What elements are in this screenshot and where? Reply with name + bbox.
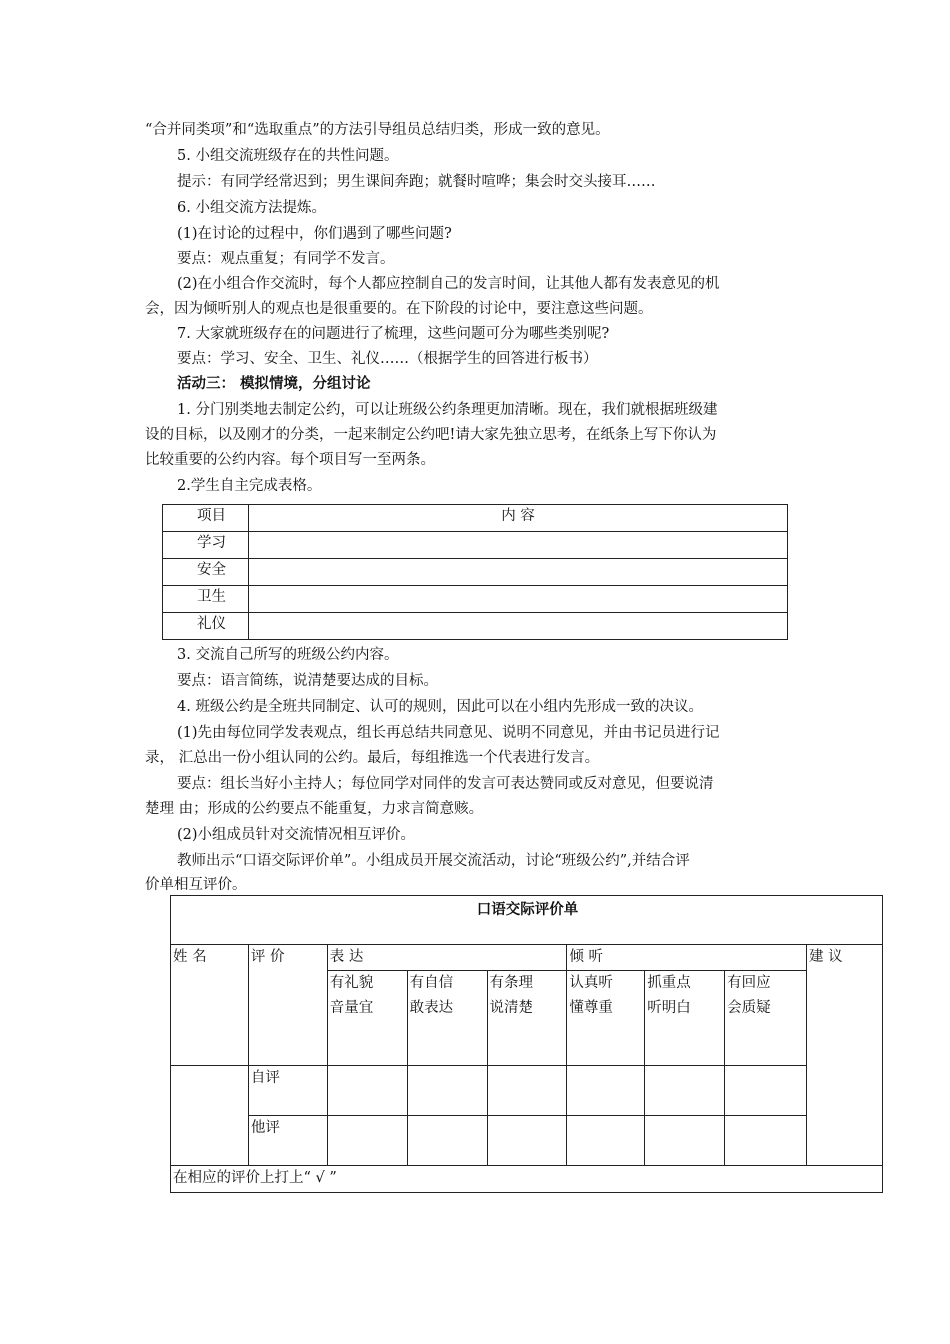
section-heading: 活动三： 模拟情境，分组讨论 <box>177 376 371 392</box>
eval-cell <box>725 1116 807 1166</box>
text-line: 要点：学习、安全、卫生、礼仪……（根据学生的回答进行板书） <box>177 351 598 367</box>
text-line: “合并同类项”和“选取重点”的方法引导组员总结归类，形成一致的意见。 <box>145 122 610 138</box>
table-row-label: 礼仪 <box>163 613 249 640</box>
eval-cell <box>407 1066 487 1116</box>
text-line: 会，因为倾听别人的观点也是很重要的。在下阶段的讨论中，要注意这些问题。 <box>145 301 653 317</box>
text-line: 5. 小组交流班级存在的共性问题。 <box>177 148 399 164</box>
eval-listen-header: 倾 听 <box>567 945 807 971</box>
text-line: 4. 班级公约是全班共同制定、认可的规则，因此可以在小组内先形成一致的决议。 <box>177 699 703 715</box>
eval-cell <box>327 1116 407 1166</box>
table-header-item: 项目 <box>163 505 249 532</box>
text-line: 1. 分门别类地去制定公约，可以让班级公约条理更加清晰。现在，我们就根据班级建 <box>177 402 718 418</box>
table-cell <box>249 532 788 559</box>
eval-note: 在相应的评价上打上“ √ ” <box>171 1166 883 1193</box>
text-line: 价单相互评价。 <box>145 877 247 893</box>
eval-cell <box>567 1066 645 1116</box>
eval-cell <box>645 1116 725 1166</box>
eval-other-label: 他评 <box>248 1116 327 1166</box>
text-line: 要点：观点重复；有同学不发言。 <box>177 251 395 267</box>
eval-criterion: 认真听 懂尊重 <box>567 971 645 1066</box>
eval-self-label: 自评 <box>248 1066 327 1116</box>
table-cell <box>249 559 788 586</box>
eval-eval-header: 评 价 <box>248 945 327 1066</box>
eval-cell <box>645 1066 725 1116</box>
text-line: (1)先由每位同学发表观点，组长再总结共同意见、说明不同意见，并由书记员进行记 <box>177 725 720 741</box>
convention-table <box>162 504 788 640</box>
text-line: 3. 交流自己所写的班级公约内容。 <box>177 647 399 663</box>
eval-criterion: 抓重点 听明白 <box>645 971 725 1066</box>
text-line: (2)在小组合作交流时，每个人都应控制自己的发言时间，让其他人都有发表意见的机 <box>177 276 720 292</box>
eval-name-header: 姓 名 <box>171 945 249 1066</box>
eval-suggest-header: 建 议 <box>807 945 883 1166</box>
eval-cell <box>725 1066 807 1116</box>
eval-table-title: 口语交际评价单 <box>171 896 883 945</box>
text-line: 提示：有同学经常迟到；男生课间奔跑；就餐时喧哗；集会时交头接耳…… <box>177 174 656 190</box>
text-line: 教师出示“口语交际评价单”。小组成员开展交流活动，讨论“班级公约”,并结合评 <box>177 853 690 869</box>
table-row-label: 安全 <box>163 559 249 586</box>
eval-criterion: 有回应 会质疑 <box>725 971 807 1066</box>
text-line: (1)在讨论的过程中，你们遇到了哪些问题? <box>177 226 452 242</box>
table-cell <box>249 613 788 640</box>
eval-cell <box>487 1116 567 1166</box>
evaluation-table <box>170 895 883 1193</box>
text-line: (2)小组成员针对交流情况相互评价。 <box>177 827 416 843</box>
eval-express-header: 表 达 <box>327 945 567 971</box>
text-line: 6. 小组交流方法提炼。 <box>177 200 326 216</box>
eval-criterion: 有条理 说清楚 <box>487 971 567 1066</box>
table-row-label: 学习 <box>163 532 249 559</box>
eval-cell <box>487 1066 567 1116</box>
table-header-content: 内 容 <box>249 505 788 532</box>
text-line: 2.学生自主完成表格。 <box>177 478 322 494</box>
text-line: 要点：组长当好小主持人；每位同学对同伴的发言可表达赞同或反对意见，但要说清 <box>177 776 714 792</box>
eval-cell <box>407 1116 487 1166</box>
eval-cell <box>327 1066 407 1116</box>
table-row-label: 卫生 <box>163 586 249 613</box>
eval-criterion: 有礼貌 音量宜 <box>327 971 407 1066</box>
text-line: 7. 大家就班级存在的问题进行了梳理，这些问题可分为哪些类别呢? <box>177 326 610 342</box>
text-line: 楚理 由；形成的公约要点不能重复，力求言简意赅。 <box>145 801 484 817</box>
table-cell <box>249 586 788 613</box>
eval-name-cell <box>171 1066 249 1166</box>
text-line: 设的目标，以及刚才的分类，一起来制定公约吧!请大家先独立思考，在纸条上写下你认为 <box>145 427 717 443</box>
text-line: 录， 汇总出一份小组认同的公约。最后，每组推选一个代表进行发言。 <box>145 750 600 766</box>
eval-criterion: 有自信 敢表达 <box>407 971 487 1066</box>
eval-cell <box>567 1116 645 1166</box>
text-line: 要点：语言简练，说清楚要达成的目标。 <box>177 673 438 689</box>
text-line: 比较重要的公约内容。每个项目写一至两条。 <box>145 452 435 468</box>
